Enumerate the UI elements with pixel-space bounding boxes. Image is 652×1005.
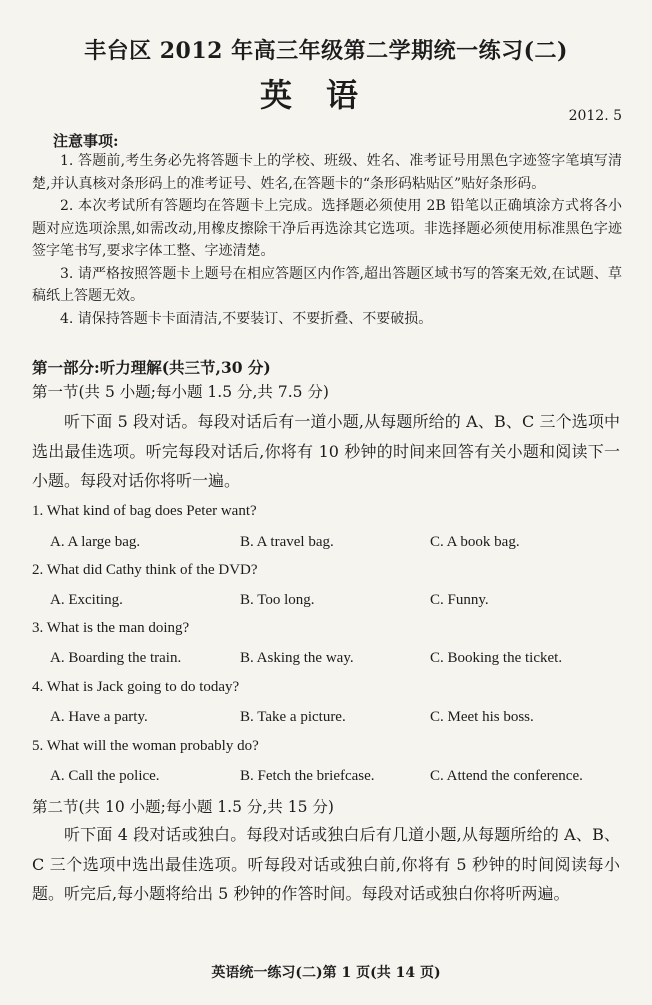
notes-list (32, 150, 622, 330)
option-c: C. Attend the conference. (430, 768, 583, 784)
option-b: B. Asking the way. (240, 650, 354, 666)
exam-date: 2012. 5 (568, 108, 622, 124)
notes-heading: 注意事项: (53, 132, 119, 150)
section2-instruction: 听下面 4 段对话或独白。每段对话或独白后有几道小题,从每题所给的 A、B、C 三个选项中选出最佳选项。听每段对话或独白前,你将有 5 秒钟的时间阅读每小题。听完后,每小题将给出 5 秒钟的作答时间。每段对话或独白你将听两遍。 (32, 825, 620, 903)
note-item: 3. 请严格按照答题卡上题号在相应答题区内作答,超出答题区域书写的答案无效,在试题、草稿纸上答题无效。 (32, 265, 622, 304)
question-5: 5. What will the woman probably do? (32, 738, 259, 754)
note-item: 4. 请保持答题卡卡面清洁,不要装订、不要折叠、不要破损。 (60, 310, 433, 327)
section1-instruction: 听下面 5 段对话。每段对话后有一道小题,从每题所给的 A、B、C 三个选项中选出最佳选项。听完每段对话后,你将有 10 秒钟的时间来回答有关小题和阅读下一小题。每段对话你将听一遍。 (32, 412, 620, 490)
subject-title: 英语 (259, 76, 392, 114)
page-footer: 英语统一练习(二)第 1 页(共 14 页) (211, 965, 441, 981)
question-1: 1. What kind of bag does Peter want? (32, 503, 257, 519)
question-4: 4. What is Jack going to do today? (32, 679, 240, 695)
option-a: A. Call the police. (50, 768, 160, 784)
section1-heading: 第一节(共 5 小题;每小题 1.5 分,共 7.5 分) (32, 383, 329, 401)
section2-heading: 第二节(共 10 小题;每小题 1.5 分,共 15 分) (32, 798, 334, 816)
part1-heading: 第一部分:听力理解(共三节,30 分) (32, 358, 271, 377)
question-3: 3. What is the man doing? (32, 620, 190, 636)
note-item: 1. 答题前,考生务必先将答题卡上的学校、班级、姓名、准考证号用黑色字迹签字笔填写清楚,并认真核对条形码上的准考证号、姓名,在答题卡的“条形码粘贴区”贴好条形码。 (32, 153, 622, 192)
question-2: 2. What did Cathy think of the DVD? (32, 562, 258, 578)
option-b: B. Fetch the briefcase. (240, 768, 375, 784)
option-c: C. A book bag. (430, 534, 520, 550)
option-a: A. Exciting. (50, 592, 123, 608)
note-item: 2. 本次考试所有答题均在答题卡上完成。选择题必须使用 2B 铅笔以正确填涂方式将各小题对应选项涂黑,如需改动,用橡皮擦除干净后再选涂其它选项。非选择题必须使用标准黑色字迹签字笔书写,要求字体工整、字迹清楚。 (32, 198, 622, 259)
option-b: B. A travel bag. (240, 534, 334, 550)
option-a: A. A large bag. (50, 534, 141, 550)
option-a: A. Boarding the train. (50, 650, 182, 666)
option-c: C. Meet his boss. (430, 709, 534, 725)
option-b: B. Take a picture. (240, 709, 346, 725)
option-a: A. Have a party. (50, 709, 148, 725)
exam-title: 丰台区 2012 年高三年级第二学期统一练习(二) (84, 38, 568, 64)
option-b: B. Too long. (240, 592, 315, 608)
option-c: C. Booking the ticket. (430, 650, 563, 666)
option-c: C. Funny. (430, 592, 489, 608)
